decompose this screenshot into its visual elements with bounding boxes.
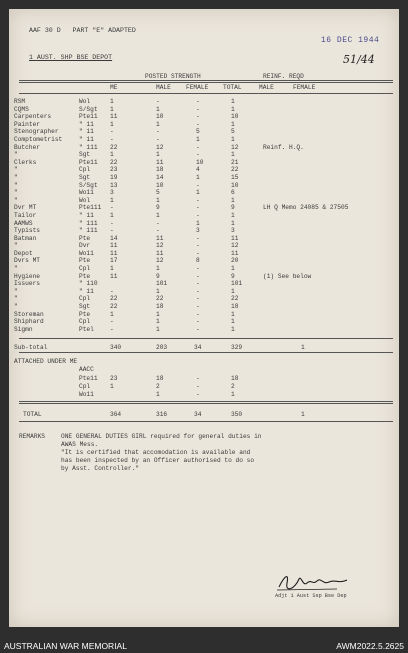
cell-me: 1 — [110, 151, 114, 159]
heading-female: FEMALE — [186, 84, 209, 91]
rule-after-subtotal — [19, 352, 393, 353]
cell-female: - — [196, 196, 200, 204]
cell-female: - — [196, 325, 200, 333]
cell-female: - — [196, 181, 200, 189]
cell-total: 12 — [231, 242, 239, 250]
cell-total: 18 — [231, 303, 239, 311]
cell-rank: Cpl — [79, 318, 91, 326]
cell-trade: " — [14, 265, 18, 273]
cell-me: 3 — [110, 189, 114, 197]
cell-male: 12 — [156, 143, 164, 151]
cell-female: - — [196, 98, 200, 105]
table-row — [9, 265, 399, 273]
cell-me: - — [110, 325, 114, 333]
cell-trade: Dvrs MT — [14, 257, 40, 265]
cell-rank: Pte11 — [79, 158, 98, 166]
total-male: 316 — [156, 411, 168, 418]
heading-reinf-reqd: REINF. REQD — [263, 73, 304, 80]
unit-title: 1 AUST. SHP BSE DEPOT — [29, 54, 113, 61]
cell-total: 22 — [231, 295, 239, 303]
cell-female: - — [196, 151, 200, 159]
cell-trade: Painter — [14, 120, 40, 128]
cell-total: 1 — [231, 211, 235, 219]
cell-me: 23 — [110, 166, 118, 174]
cell-male: - — [156, 128, 160, 136]
cell-female: - — [196, 265, 200, 273]
cell-me: - — [110, 128, 114, 136]
cell-male: 18 — [156, 303, 164, 311]
cell-me: 22 — [110, 295, 118, 303]
table-row — [9, 128, 399, 136]
cell-rank: Wol — [79, 98, 91, 105]
total-me: 364 — [110, 411, 122, 418]
cell-total: 1 — [231, 98, 235, 105]
table-row — [9, 318, 399, 326]
cell-rank: Wol — [79, 196, 91, 204]
cell-trade: Issuers — [14, 280, 40, 288]
cell-total: 6 — [231, 189, 235, 197]
cell-rank: Pte — [79, 310, 91, 318]
cell-total: 101 — [231, 280, 243, 288]
cell-male: - — [156, 135, 160, 143]
cell-male: 10 — [156, 113, 164, 121]
table-row — [9, 235, 399, 243]
footer-institution: AUSTRALIAN WAR MEMORIAL — [4, 641, 127, 651]
table-row — [9, 227, 399, 235]
cell-male: 9 — [156, 204, 160, 212]
cell-female: - — [196, 242, 200, 250]
rule-top — [19, 80, 393, 83]
cell-male: 18 — [156, 166, 164, 174]
cell-me: 13 — [110, 181, 118, 189]
table-row — [9, 121, 399, 129]
cell-trade: " — [14, 173, 18, 181]
cell-trade: " — [14, 287, 18, 295]
cell-trade: CQMS — [14, 105, 29, 113]
date-stamp: 16 DEC 1944 — [321, 36, 380, 45]
heading-reinf-female: FEMALE — [293, 84, 316, 91]
subtotal-reinf: 1 — [301, 344, 305, 351]
cell-female: 1 — [196, 189, 200, 197]
attached-cell-female: - — [196, 391, 200, 398]
archive-footer — [0, 627, 408, 653]
cell-trade: " — [14, 295, 18, 303]
remarks-line-1: ONE GENERAL DUTIES GIRL required for general duties in — [61, 433, 262, 440]
cell-male: 10 — [156, 181, 164, 189]
cell-remarks: (1) See below — [263, 272, 312, 280]
cell-female: - — [196, 211, 200, 219]
cell-male: 1 — [156, 310, 160, 318]
heading-posted-strength: POSTED STRENGTH — [145, 73, 201, 80]
cell-male: 9 — [156, 272, 160, 280]
cell-trade: Butcher — [14, 143, 40, 151]
cell-trade: Hygiene — [14, 272, 40, 280]
attached-cell-female: - — [196, 375, 200, 382]
strength-table — [9, 98, 399, 333]
heading-total: TOTAL — [223, 84, 242, 91]
cell-male: - — [156, 227, 160, 235]
cell-rank: S/Sgt — [79, 105, 98, 113]
cell-female: - — [196, 272, 200, 280]
cell-me: 1 — [110, 120, 114, 128]
cell-trade: " — [14, 196, 18, 204]
cell-rank: " 11 — [79, 211, 94, 219]
remarks-label: REMARKS — [19, 433, 45, 440]
attached-cell-male: 2 — [156, 383, 160, 390]
cell-me: 11 — [110, 242, 118, 250]
table-row — [9, 113, 399, 121]
cell-rank: " 111 — [79, 227, 98, 235]
cell-male: 1 — [156, 120, 160, 128]
table-row — [9, 295, 399, 303]
table-row — [9, 303, 399, 311]
attached-cell-male: 18 — [156, 375, 164, 382]
remarks-line-3: "It is certified that accomodation is available and — [61, 449, 251, 456]
cell-rank: " 111 — [79, 143, 98, 151]
attached-unit: AACC — [79, 366, 94, 373]
cell-rank: Sgt — [79, 173, 91, 181]
subtotal-me: 340 — [110, 344, 122, 351]
total-reinf: 1 — [301, 411, 305, 418]
attached-cell-total: 2 — [231, 383, 235, 390]
cell-me: 11 — [110, 113, 118, 121]
cell-female: 3 — [196, 227, 200, 235]
cell-total: 22 — [231, 166, 239, 174]
cell-rank: Sgt — [79, 151, 91, 159]
cell-trade: " — [14, 151, 18, 159]
cell-male: - — [156, 219, 160, 227]
cell-total: 10 — [231, 113, 239, 121]
attached-cell-rank: Wo11 — [79, 391, 94, 398]
cell-trade: RSM — [14, 98, 26, 105]
cell-total: 5 — [231, 128, 235, 136]
cell-me: 11 — [110, 272, 118, 280]
table-row — [9, 311, 399, 319]
remarks-line-2: AWAS Mess. — [61, 441, 99, 448]
subtotal-label: Sub-total — [14, 344, 48, 351]
cell-male: 1 — [156, 265, 160, 273]
subtotal-male: 203 — [156, 344, 168, 351]
cell-female: - — [196, 234, 200, 242]
table-row — [9, 212, 399, 220]
rule-under-headings — [19, 93, 393, 94]
cell-rank: Wo11 — [79, 249, 94, 257]
cell-rank: Pte111 — [79, 204, 102, 212]
cell-total: 21 — [231, 158, 239, 166]
cell-male: 1 — [156, 196, 160, 204]
cell-rank: " 110 — [79, 280, 98, 288]
cell-female: - — [196, 143, 200, 151]
cell-total: 1 — [231, 105, 235, 113]
rule-before-total — [19, 401, 393, 404]
cell-rank: Wo11 — [79, 189, 94, 197]
table-row — [9, 159, 399, 167]
cell-me: 17 — [110, 257, 118, 265]
cell-rank: Cpl — [79, 295, 91, 303]
cell-male: 22 — [156, 295, 164, 303]
cell-me: - — [110, 287, 114, 295]
cell-rank: Pte — [79, 272, 91, 280]
table-row — [9, 257, 399, 265]
cell-female: 1 — [196, 219, 200, 227]
table-row — [9, 326, 399, 334]
cell-trade: Depot — [14, 249, 33, 257]
total-label: TOTAL — [23, 411, 42, 418]
document-sheet — [9, 9, 399, 627]
cell-male: 1 — [156, 105, 160, 113]
cell-male: 1 — [156, 151, 160, 159]
cell-trade: Typists — [14, 227, 40, 235]
cell-total: 1 — [231, 196, 235, 204]
cell-male: 1 — [156, 287, 160, 295]
cell-total: 1 — [231, 135, 235, 143]
cell-trade: Storeman — [14, 310, 44, 318]
cell-trade: " — [14, 181, 18, 189]
total-total: 350 — [231, 411, 243, 418]
cell-trade: " — [14, 303, 18, 311]
cell-me: 1 — [110, 265, 114, 273]
attached-cell-me: 23 — [110, 375, 118, 382]
cell-male: 5 — [156, 189, 160, 197]
cell-me: - — [110, 204, 114, 212]
cell-trade: Stenographer — [14, 128, 59, 136]
cell-female: - — [196, 113, 200, 121]
cell-trade: AAMWS — [14, 219, 33, 227]
cell-me: - — [110, 318, 114, 326]
cell-rank: " 11 — [79, 287, 94, 295]
cell-me: 22 — [110, 143, 118, 151]
cell-total: 11 — [231, 249, 239, 257]
subtotal-total: 329 — [231, 344, 243, 351]
cell-trade: " — [14, 189, 18, 197]
cell-female: - — [196, 249, 200, 257]
cell-rank: Pte11 — [79, 113, 98, 121]
table-row — [9, 204, 399, 212]
cell-me: 19 — [110, 173, 118, 181]
cell-rank: " 11 — [79, 120, 94, 128]
cell-total: 1 — [231, 325, 235, 333]
cell-me: 1 — [110, 310, 114, 318]
cell-female: - — [196, 318, 200, 326]
attached-heading: ATTACHED UNDER ME — [14, 358, 78, 365]
cell-total: 1 — [231, 287, 235, 295]
cell-rank: " 11 — [79, 128, 94, 136]
table-row — [9, 220, 399, 228]
cell-male: 12 — [156, 242, 164, 250]
table-row — [9, 151, 399, 159]
cell-total: 1 — [231, 310, 235, 318]
attached-cell-rank: Pte11 — [79, 375, 98, 382]
cell-trade: Sigmn — [14, 325, 33, 333]
cell-total: 1 — [231, 120, 235, 128]
cell-female: 1 — [196, 173, 200, 181]
cell-male: 1 — [156, 325, 160, 333]
cell-female: - — [196, 204, 200, 212]
table-row — [9, 182, 399, 190]
cell-trade: Comptometrist — [14, 135, 63, 143]
attached-cell-total: 18 — [231, 375, 239, 382]
cell-trade: Clerks — [14, 158, 37, 166]
cell-female: 5 — [196, 128, 200, 136]
cell-me: 1 — [110, 196, 114, 204]
rule-after-total — [19, 421, 393, 422]
cell-trade: Batman — [14, 234, 37, 242]
rule-before-subtotal — [19, 338, 393, 339]
signature-caption: Adjt 1 Aust Ssp Bse Dep — [275, 593, 347, 599]
cell-female: - — [196, 287, 200, 295]
cell-total: 15 — [231, 173, 239, 181]
cell-female: 4 — [196, 166, 200, 174]
table-row — [9, 280, 399, 288]
total-female: 34 — [194, 411, 202, 418]
cell-male: 11 — [156, 249, 164, 257]
table-row — [9, 136, 399, 144]
cell-me: 11 — [110, 249, 118, 257]
table-row — [9, 250, 399, 258]
table-row — [9, 273, 399, 281]
cell-female: - — [196, 280, 200, 288]
cell-me: - — [110, 135, 114, 143]
cell-total: 9 — [231, 272, 235, 280]
cell-female: - — [196, 120, 200, 128]
attached-cell-female: - — [196, 383, 200, 390]
attached-cell-rank: Cpl — [79, 383, 91, 390]
cell-total: 20 — [231, 257, 239, 265]
remarks-line-4: has been inspected by an Officer authorised to do so — [61, 457, 255, 464]
cell-me: 22 — [110, 303, 118, 311]
cell-rank: Sgt — [79, 303, 91, 311]
cell-male: - — [156, 98, 160, 105]
heading-me: ME — [110, 84, 118, 91]
cell-female: - — [196, 105, 200, 113]
cell-male: 14 — [156, 173, 164, 181]
table-row — [9, 189, 399, 197]
cell-rank: Dvr — [79, 242, 91, 250]
cell-female: 8 — [196, 257, 200, 265]
cell-male: 11 — [156, 158, 164, 166]
table-row — [9, 166, 399, 174]
cell-female: 1 — [196, 135, 200, 143]
cell-total: 10 — [231, 181, 239, 189]
cell-female: 10 — [196, 158, 204, 166]
table-row — [9, 242, 399, 250]
cell-total: 11 — [231, 234, 239, 242]
cell-male: 12 — [156, 257, 164, 265]
table-row — [9, 98, 399, 106]
remarks-line-5: by Asst. Controller." — [61, 465, 139, 472]
cell-female: - — [196, 310, 200, 318]
heading-reinf-male: MALE — [259, 84, 274, 91]
table-row — [9, 106, 399, 114]
cell-trade: Carpenters — [14, 113, 52, 121]
cell-trade: Shiphard — [14, 318, 44, 326]
cell-male: 1 — [156, 318, 160, 326]
cell-total: 1 — [231, 318, 235, 326]
cell-remarks: LH Q Memo 24085 & 27505 — [263, 204, 349, 212]
cell-male: 1 — [156, 211, 160, 219]
cell-rank: S/Sgt — [79, 181, 98, 189]
attached-cell-total: 1 — [231, 391, 235, 398]
cell-rank: Cpl — [79, 265, 91, 273]
cell-total: 12 — [231, 143, 239, 151]
subtotal-female: 34 — [194, 344, 202, 351]
cell-trade: " — [14, 242, 18, 250]
cell-total: 1 — [231, 151, 235, 159]
cell-me: 1 — [110, 211, 114, 219]
cell-male: 11 — [156, 234, 164, 242]
cell-total: 1 — [231, 219, 235, 227]
cell-rank: Ptel — [79, 325, 94, 333]
cell-me: 1 — [110, 105, 114, 113]
cell-trade: Tailor — [14, 211, 37, 219]
cell-female: - — [196, 303, 200, 311]
cell-me: 1 — [110, 98, 114, 105]
attached-cell-male: 1 — [156, 391, 160, 398]
cell-total: 3 — [231, 227, 235, 235]
attached-cell-me: 1 — [110, 383, 114, 390]
cell-rank: Pte — [79, 257, 91, 265]
cell-me: 14 — [110, 234, 118, 242]
heading-male: MALE — [156, 84, 171, 91]
table-row — [9, 144, 399, 152]
cell-rank: Cpl — [79, 166, 91, 174]
cell-rank: Pte — [79, 234, 91, 242]
table-row — [9, 288, 399, 296]
cell-rank: " 11 — [79, 135, 94, 143]
cell-trade: " — [14, 166, 18, 174]
signature-mark — [277, 571, 357, 593]
cell-total: 9 — [231, 204, 235, 212]
footer-accession: AWM2022.5.2625 — [336, 641, 404, 651]
cell-total: 1 — [231, 265, 235, 273]
cell-rank: " 111 — [79, 219, 98, 227]
table-row — [9, 174, 399, 182]
cell-female: - — [196, 295, 200, 303]
form-title: AAF 30 D PART "E" ADAPTED — [29, 27, 136, 34]
cell-remarks: Reinf. H.Q. — [263, 143, 304, 151]
cell-trade: Dvr MT — [14, 204, 37, 212]
table-row — [9, 197, 399, 205]
handwritten-reference: 51/44 — [343, 53, 375, 66]
cell-me: 22 — [110, 158, 118, 166]
cell-male: 101 — [156, 280, 168, 288]
cell-me: - — [110, 227, 114, 235]
cell-me: - — [110, 219, 114, 227]
